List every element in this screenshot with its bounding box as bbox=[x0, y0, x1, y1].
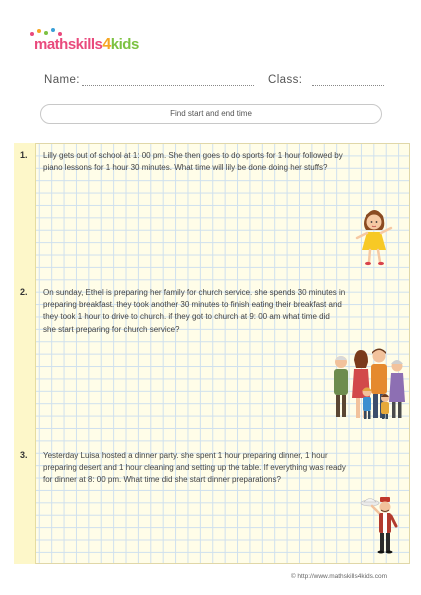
family-illustration bbox=[331, 346, 409, 422]
question-3-line-3: for dinner at 8: 00 pm. What time did she start dinner preparations? bbox=[43, 475, 281, 485]
question-2-line-2: preparing breakfast. they took another 30 minutes to finish eating their breakfast and bbox=[43, 300, 342, 310]
question-1-line-1: Lilly gets out of school at 1: 00 pm. She then goes to do sports for 1 hour followed by bbox=[43, 151, 343, 160]
question-3-text bbox=[43, 450, 405, 487]
logo-text-mathskills: mathskills bbox=[34, 36, 103, 53]
site-logo bbox=[34, 34, 139, 56]
question-2-line-1: On sunday, Ethel is preparing her family for church service. she spends 30 minutes in bbox=[43, 288, 346, 297]
question-2-line-4: she start preparing for church service? bbox=[43, 324, 180, 334]
name-label: Name: bbox=[44, 74, 80, 86]
question-2-text bbox=[43, 287, 405, 336]
name-field[interactable] bbox=[82, 85, 254, 86]
logo-text-kids: kids bbox=[110, 36, 139, 53]
paper-margin bbox=[14, 143, 36, 564]
question-2-line-3: they took 1 hour to drive to church. if they got to church at 9: 00 am what time did bbox=[43, 312, 330, 322]
logo-text-4: 4 bbox=[102, 36, 111, 53]
copyright-footer: © http://www.mathskills4kids.com bbox=[290, 573, 387, 580]
question-2-number: 2. bbox=[20, 287, 28, 297]
waiter-illustration bbox=[360, 494, 406, 556]
class-field[interactable] bbox=[312, 85, 384, 86]
question-1-number: 1. bbox=[20, 150, 28, 160]
question-3-line-1: Yesterday Luisa hosted a dinner party. she spent 1 hour preparing dinner, 1 hour bbox=[43, 451, 328, 460]
question-1-line-2: piano lessons for 1 hour 30 minutes. What time will lily be done doing her stuffs? bbox=[43, 163, 328, 173]
class-label: Class: bbox=[268, 74, 303, 86]
question-1-text bbox=[43, 150, 405, 174]
question-3-number: 3. bbox=[20, 450, 28, 460]
question-3-line-2: preparing desert and 1 hour cleaning and setting up the table. If everything was ready bbox=[43, 463, 346, 473]
name-class-row bbox=[44, 74, 385, 90]
instruction-banner: Find start and end time bbox=[40, 104, 382, 124]
girl-illustration bbox=[354, 206, 394, 268]
logo-dots bbox=[28, 28, 68, 40]
